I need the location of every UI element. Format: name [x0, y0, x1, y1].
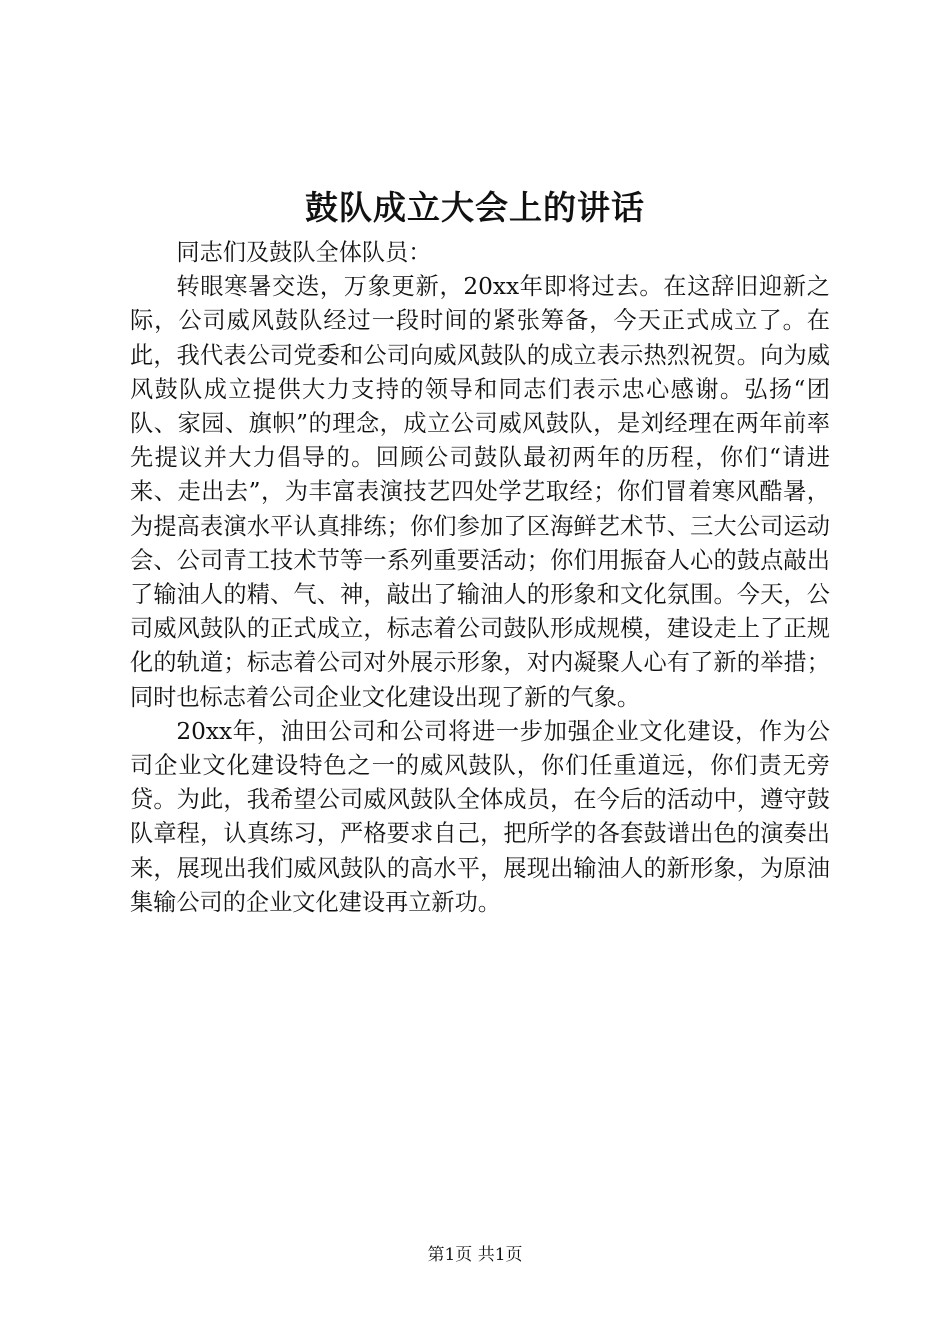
document-body [130, 236, 830, 920]
salutation: 同志们及鼓队全体队员： [176, 239, 432, 266]
paragraph-1: 转眼寒暑交迭，万象更新，20xx年即将过去。在这辞旧迎新之际，公司威风鼓队经过一段时间的紧张筹备，今天正式成立了。在此，我代表公司党委和公司向威风鼓队的成立表示热烈祝贺。向为威风鼓队成立提供大力支持的领导和同志们表示忠心感谢。弘扬“团队、家园、旗帜”的理念，成立公司威风鼓队，是刘经理在两年前率先提议并大力倡导的。回顾公司鼓队最初两年的历程，你们“请进来、走出去”，为丰富表演技艺四处学艺取经；你们冒着寒风酷暑，为提高表演水平认真排练；你们参加了区海鲜艺术节、三大公司运动会、公司青工技术节等一系列重要活动；你们用振奋人心的鼓点敲出了输油人的精、气、神，敲出了输油人的形象和文化氛围。今天，公司威风鼓队的正式成立，标志着公司鼓队形成规模，建设走上了正规化的轨道；标志着公司对外展示形象，对内凝聚人心有了新的举措；同时也标志着公司企业文化建设出现了新的气象。 [130, 273, 830, 711]
paragraph-2: 20xx年，油田公司和公司将进一步加强企业文化建设，作为公司企业文化建设特色之一的威风鼓队，你们任重道远，你们责无旁贷。为此，我希望公司威风鼓队全体成员，在今后的活动中，遵守鼓队章程，认真练习，严格要求自己，把所学的各套鼓谱出色的演奏出来，展现出我们威风鼓队的高水平，展现出输油人的新形象，为原油集输公司的企业文化建设再立新功。 [130, 717, 830, 916]
document-title: 鼓队成立大会上的讲话 [305, 188, 645, 227]
page-footer: 第1页 共1页 [427, 1245, 523, 1265]
